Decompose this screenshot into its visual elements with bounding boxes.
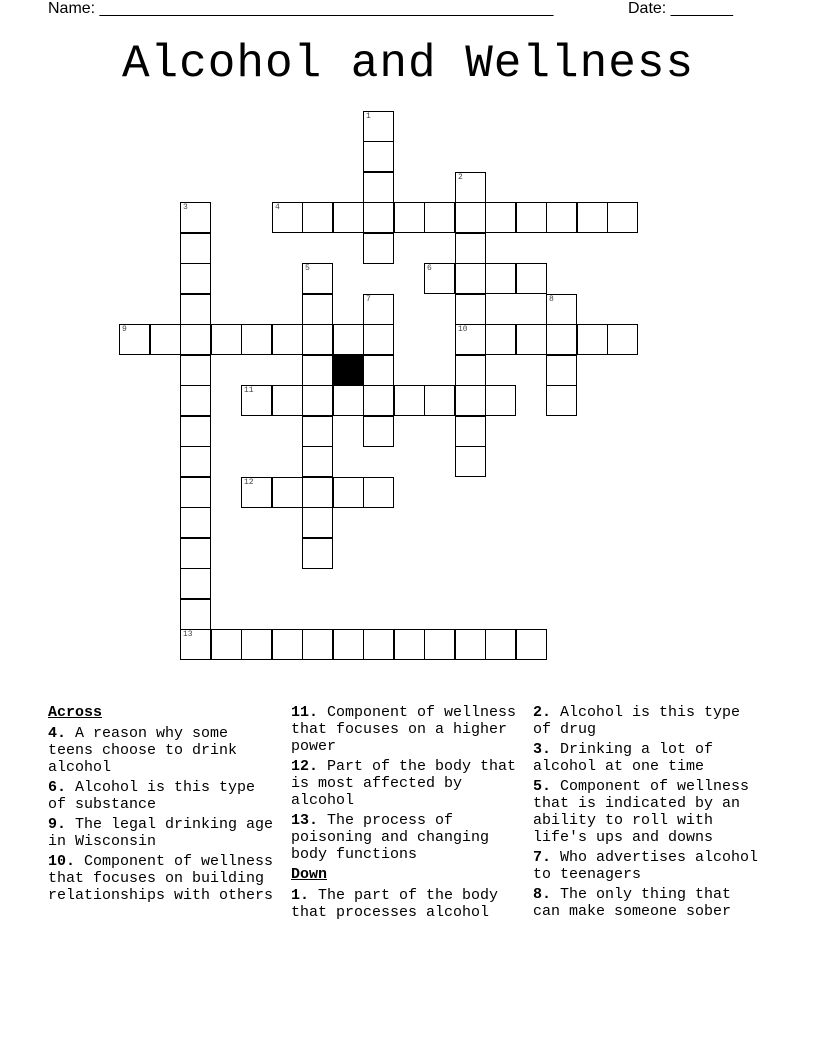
page-title: Alcohol and Wellness [121,38,695,90]
crossword-cell[interactable] [180,416,211,447]
crossword-cell[interactable] [363,355,394,386]
clue-across-4: 4. A reason why some teens choose to drink alcohol [48,725,238,776]
crossword-cell[interactable] [180,507,211,538]
blocked-cell [333,355,364,386]
clues-column-1 [48,704,280,907]
crossword-cell[interactable] [180,294,211,325]
crossword-cell[interactable] [302,294,333,325]
clue-number-3: 3 [183,203,188,212]
crossword-cell[interactable] [546,202,577,233]
crossword-cell[interactable] [272,629,303,660]
crossword-cell[interactable] [455,263,486,294]
clue-number-10: 10 [458,325,468,334]
crossword-cell[interactable] [363,141,394,172]
clue-number-13: 13 [183,630,193,639]
crossword-cell[interactable] [302,416,333,447]
crossword-cell[interactable] [455,446,486,477]
crossword-cell[interactable] [546,324,577,355]
clue-number-12: 12 [244,478,254,487]
clue-number-4: 4 [275,203,280,212]
crossword-cell[interactable] [180,446,211,477]
clue-number-5: 5 [305,264,310,273]
across-heading: Across [48,704,103,721]
crossword-cell[interactable] [485,202,516,233]
crossword-cell[interactable] [241,385,272,416]
clue-across-12: 12. Part of the body that is most affected by alcohol [291,758,517,809]
crossword-cell[interactable] [180,538,211,569]
crossword-cell[interactable] [363,294,394,325]
crossword-cell[interactable] [607,202,638,233]
crossword-cell[interactable] [211,629,242,660]
clue-number-2: 2 [458,173,463,182]
crossword-cell[interactable] [455,294,486,325]
crossword-cell[interactable] [546,385,577,416]
down-heading: Down [291,866,328,883]
crossword-cell[interactable] [302,507,333,538]
crossword-cell[interactable] [516,202,547,233]
crossword-cell[interactable] [363,629,394,660]
crossword-cell[interactable] [241,324,272,355]
crossword-cell[interactable] [241,629,272,660]
clue-across-9: 9. The legal drinking age in Wisconsin [48,816,274,850]
crossword-cell[interactable] [272,202,303,233]
crossword-cell[interactable] [516,324,547,355]
crossword-cell[interactable] [302,446,333,477]
crossword-cell[interactable] [394,629,425,660]
clue-number-6: 6 [427,264,432,273]
crossword-cell[interactable] [424,385,455,416]
crossword-cell[interactable] [333,202,364,233]
crossword-cell[interactable] [516,629,547,660]
crossword-cell[interactable] [302,263,333,294]
crossword-cell[interactable] [363,111,394,142]
crossword-cell[interactable] [180,324,211,355]
crossword-cell[interactable] [333,477,364,508]
crossword-cell[interactable] [424,202,455,233]
clue-number-9: 9 [122,325,127,334]
crossword-cell[interactable] [363,385,394,416]
crossword-cell[interactable] [455,324,486,355]
clue-across-6: 6. Alcohol is this type of substance [48,779,256,813]
crossword-cell[interactable] [363,202,394,233]
clue-across-11: 11. Component of wellness that focuses on a higher power [291,704,517,755]
crossword-cell[interactable] [333,385,364,416]
crossword-cell[interactable] [424,263,455,294]
crossword-cell[interactable] [485,629,516,660]
crossword-cell[interactable] [455,233,486,264]
crossword-cell[interactable] [455,629,486,660]
crossword-cell[interactable] [485,324,516,355]
crossword-cell[interactable] [363,233,394,264]
clues-column-2 [291,704,527,924]
clue-down-5: 5. Component of wellness that is indicated by an ability to roll with life's ups and downs [533,778,750,846]
crossword-cell[interactable] [302,324,333,355]
crossword-cell[interactable] [150,324,181,355]
crossword-cell[interactable] [272,324,303,355]
clue-number-1: 1 [366,112,371,121]
clue-across-13: 13. The process of poisoning and changing body functions [291,812,490,863]
crossword-cell[interactable] [180,355,211,386]
crossword-cell[interactable] [485,385,516,416]
crossword-cell[interactable] [607,324,638,355]
crossword-cell[interactable] [333,324,364,355]
clue-down-7: 7. Who advertises alcohol to teenagers [533,849,759,883]
crossword-cell[interactable] [577,324,608,355]
crossword-cell[interactable] [455,385,486,416]
crossword-cell[interactable] [302,629,333,660]
clue-down-1: 1. The part of the body that processes alcohol [291,887,499,921]
crossword-cell[interactable] [180,202,211,233]
crossword-cell[interactable] [333,629,364,660]
crossword-cell[interactable] [180,599,211,630]
clue-number-7: 7 [366,295,371,304]
crossword-cell[interactable] [363,172,394,203]
crossword-cell[interactable] [455,416,486,447]
crossword-cell[interactable] [180,233,211,264]
crossword-cell[interactable] [455,202,486,233]
clues-column-3 [533,704,763,923]
clue-down-3: 3. Drinking a lot of alcohol at one time [533,741,714,775]
name-field-label[interactable]: Name: ___________________________________________________ [48,0,554,17]
crossword-cell[interactable] [302,385,333,416]
crossword-cell[interactable] [272,477,303,508]
crossword-cell[interactable] [546,355,577,386]
crossword-cell[interactable] [363,416,394,447]
crossword-cell[interactable] [119,324,150,355]
clue-across-10: 10. Component of wellness that focuses on building relationships with others [48,853,274,904]
crossword-cell[interactable] [180,477,211,508]
crossword-cell[interactable] [180,629,211,660]
crossword-cell[interactable] [424,629,455,660]
crossword-cell[interactable] [180,568,211,599]
crossword-cell[interactable] [394,385,425,416]
clue-number-8: 8 [549,295,554,304]
crossword-cell[interactable] [546,294,577,325]
clue-number-11: 11 [244,386,254,395]
clue-down-2: 2. Alcohol is this type of drug [533,704,741,738]
crossword-cell[interactable] [363,324,394,355]
crossword-cell[interactable] [241,477,272,508]
clue-down-8: 8. The only thing that can make someone sober [533,886,732,920]
crossword-cell[interactable] [302,202,333,233]
crossword-cell[interactable] [455,172,486,203]
crossword-cell[interactable] [577,202,608,233]
crossword-cell[interactable] [516,263,547,294]
date-field-label[interactable]: Date: _______ [628,0,733,17]
crossword-cell[interactable] [302,355,333,386]
crossword-cell[interactable] [211,324,242,355]
crossword-cell[interactable] [302,477,333,508]
crossword-cell[interactable] [485,263,516,294]
crossword-cell[interactable] [180,263,211,294]
crossword-cell[interactable] [455,355,486,386]
crossword-cell[interactable] [180,385,211,416]
crossword-cell[interactable] [363,477,394,508]
crossword-cell[interactable] [272,385,303,416]
crossword-cell[interactable] [394,202,425,233]
crossword-cell[interactable] [302,538,333,569]
